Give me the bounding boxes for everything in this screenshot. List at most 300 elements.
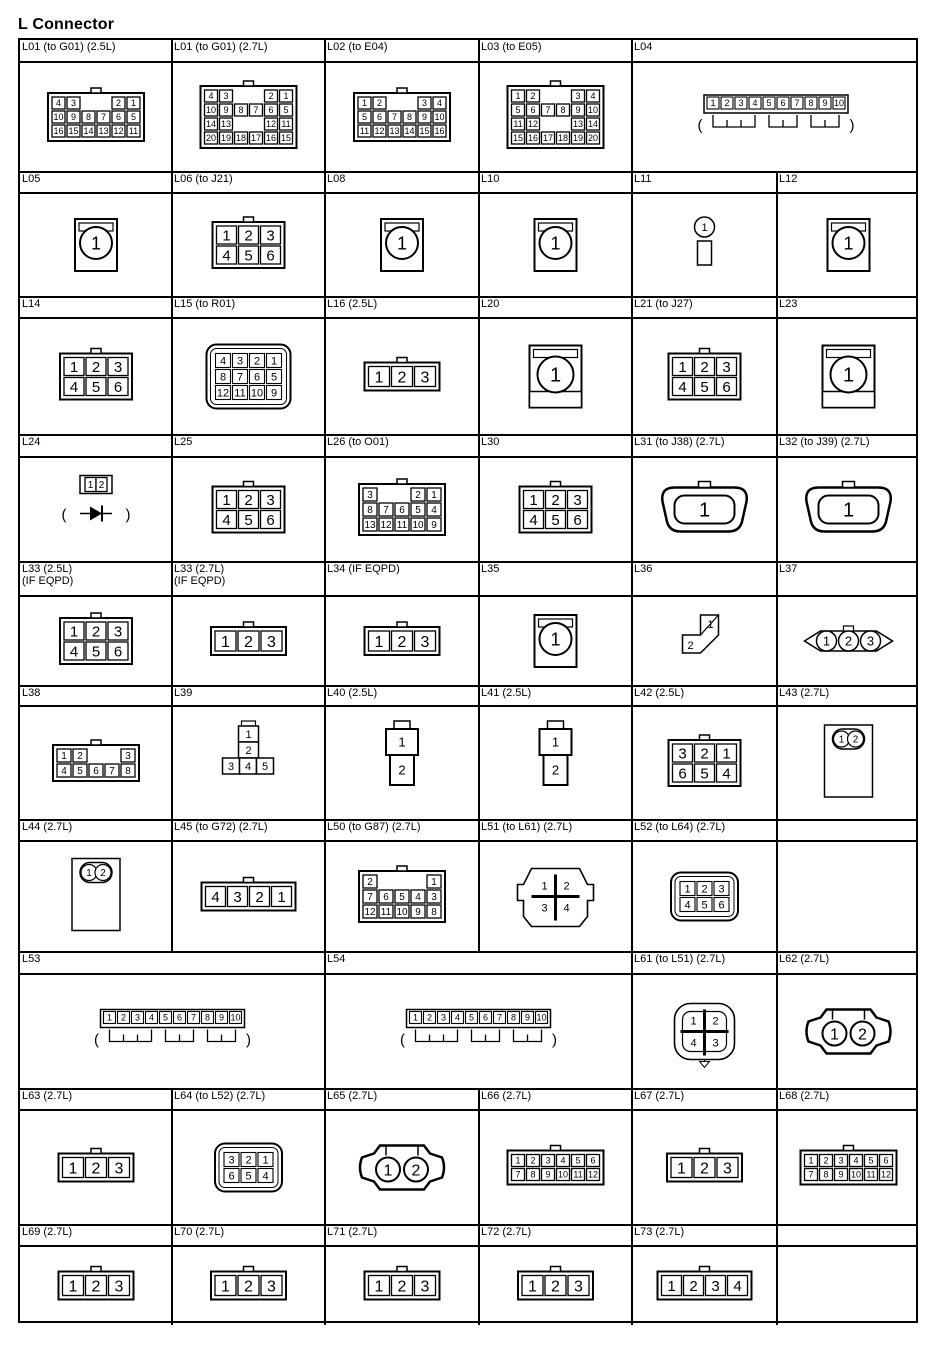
connector-body — [213, 217, 285, 268]
connector-diagram — [777, 318, 920, 435]
connector-body — [801, 1146, 897, 1185]
pin-number: 1 — [61, 751, 67, 763]
pin-number: 6 — [266, 511, 275, 529]
pin-number: 2 — [689, 1277, 698, 1295]
connector-diagram — [20, 62, 172, 172]
pin-number: 1 — [222, 227, 231, 245]
connector-cell — [172, 435, 325, 562]
svg-text:(: ( — [94, 1031, 99, 1049]
pin-number: 1 — [842, 364, 855, 387]
pin-number: 4 — [148, 1012, 155, 1023]
pin-number: 2 — [687, 639, 694, 652]
connector-grid — [18, 38, 918, 1323]
pin-number: 7 — [545, 105, 551, 116]
connector-diagram — [20, 974, 325, 1089]
pin-number: 6 — [376, 112, 383, 123]
connector-diagram — [325, 318, 479, 435]
connector-diagram — [20, 457, 172, 562]
pin-number: 3 — [718, 883, 725, 896]
connector-diagram — [325, 1246, 479, 1325]
pin-number: 18 — [235, 133, 247, 144]
pin-number: 3 — [114, 1160, 124, 1178]
pin-number: 2 — [551, 491, 560, 509]
grid-line — [776, 172, 778, 297]
pin-number: 9 — [223, 105, 229, 116]
pin-number: 2 — [844, 633, 853, 649]
connector-diagram — [172, 1110, 325, 1225]
connector-diagram — [479, 193, 632, 297]
grid-line — [478, 1089, 480, 1225]
pin-number: 6 — [678, 765, 687, 783]
pin-number: 3 — [541, 902, 548, 915]
connector-diagram — [172, 193, 325, 297]
connector-body — [359, 479, 445, 535]
pin-number: 1 — [550, 629, 561, 650]
connector-diagram — [632, 1110, 777, 1225]
connector-diagram — [777, 1110, 920, 1225]
grid-line — [631, 40, 633, 172]
pin-number: 1 — [550, 233, 561, 254]
grid-line — [20, 192, 916, 194]
pin-number: 4 — [222, 511, 231, 529]
pin-number: 12 — [527, 119, 539, 130]
connector-diagram — [172, 1246, 325, 1325]
pin-number: 1 — [838, 734, 845, 746]
pin-number: 8 — [367, 505, 373, 517]
connector-body — [658, 1267, 752, 1300]
connector-diagram — [479, 457, 632, 562]
pin-number: 7 — [100, 112, 107, 123]
svg-text:(: ( — [697, 117, 703, 134]
pin-number: 1 — [549, 364, 562, 387]
pin-number: 16 — [265, 133, 277, 144]
pin-number: 3 — [431, 892, 437, 904]
grid-line — [478, 820, 480, 952]
grid-line — [631, 952, 633, 1089]
pin-number: 1 — [221, 1278, 230, 1296]
pin-number: 9 — [218, 1012, 225, 1023]
pin-number: 3 — [420, 633, 430, 651]
connector-label: L62 (2.7L) — [779, 953, 830, 965]
pin-number: 13 — [220, 119, 232, 130]
connector-cell — [20, 562, 172, 686]
connector-label: L72 (2.7L) — [481, 1226, 532, 1238]
connector-diagram — [479, 841, 632, 952]
connector-cell — [479, 435, 632, 562]
pin-number: 1 — [283, 91, 289, 102]
pin-number: 3 — [711, 1277, 720, 1295]
pin-number: 8 — [238, 105, 244, 116]
pin-number: 12 — [364, 907, 376, 919]
connector-label: L45 (to G72) (2.7L) — [174, 821, 268, 833]
grid-line — [324, 686, 326, 820]
connector-label: L41 (2.5L) — [481, 687, 532, 699]
pin-number: 5 — [244, 511, 253, 529]
pin-number: 1 — [68, 1278, 78, 1296]
connector-label: L03 (to E05) — [481, 41, 542, 53]
grid-line — [324, 820, 326, 952]
connector-cell — [20, 40, 172, 172]
pin-number: 4 — [219, 355, 227, 368]
pin-number: 15 — [419, 126, 430, 137]
connector-cell — [632, 1225, 777, 1325]
pin-number: 17 — [542, 133, 554, 144]
pin-number: 2 — [245, 744, 252, 757]
pin-number: 5 — [244, 247, 253, 265]
grid-line — [20, 1245, 916, 1247]
connector-body — [215, 1144, 282, 1192]
connector-label: L24 — [22, 436, 41, 448]
pin-number: 5 — [361, 112, 368, 123]
connector-body — [400, 1010, 557, 1049]
pin-number: 4 — [678, 378, 687, 396]
connector-diagram — [325, 841, 479, 952]
connector-diagram — [325, 1110, 479, 1225]
connector-body — [365, 358, 440, 391]
pin-number: 11 — [281, 119, 291, 130]
pin-number: 3 — [113, 623, 123, 641]
pin-number: 13 — [98, 126, 109, 137]
connector-label: L54 — [327, 953, 346, 965]
connector-label: L01 (to G01) (2.5L) — [22, 41, 116, 53]
pin-number: 19 — [220, 133, 232, 144]
pin-number: 1 — [361, 98, 368, 109]
connector-label: L73 (2.7L) — [634, 1226, 685, 1238]
pin-number: 12 — [880, 1169, 892, 1180]
connector-diagram — [479, 596, 632, 686]
grid-line — [171, 435, 173, 562]
pin-number: 5 — [162, 1012, 169, 1023]
pin-number: 6 — [266, 247, 275, 265]
connector-cell — [777, 435, 920, 562]
pin-number: 8 — [125, 766, 131, 778]
pin-number: 4 — [752, 98, 758, 109]
connector-label: L61 (to L51) (2.7L) — [634, 953, 726, 965]
pin-number: 1 — [396, 233, 408, 254]
pin-number: 1 — [707, 618, 714, 631]
pin-number: 3 — [233, 888, 242, 906]
connector-body — [60, 349, 132, 400]
pin-number: 2 — [852, 734, 859, 746]
pin-number: 2 — [397, 369, 407, 387]
pin-number: 8 — [560, 105, 566, 116]
grid-line — [20, 456, 916, 458]
pin-number: 2 — [397, 633, 407, 651]
grid-line — [20, 171, 916, 173]
connector-label: L70 (2.7L) — [174, 1226, 225, 1238]
grid-line — [324, 952, 326, 1089]
grid-line — [776, 952, 778, 1089]
grid-line — [324, 1225, 326, 1325]
pin-number: 10 — [587, 105, 599, 116]
connector-body — [201, 81, 297, 148]
connector-cell — [172, 562, 325, 686]
pin-number: 15 — [280, 133, 292, 144]
grid-line — [478, 435, 480, 562]
pin-number: 12 — [587, 1169, 599, 1180]
grid-line — [776, 297, 778, 435]
pin-number: 3 — [420, 369, 430, 387]
pin-number: 2 — [77, 751, 83, 763]
grid-line — [171, 1225, 173, 1325]
connector-label: L06 (to J21) — [174, 173, 233, 185]
pin-number: 18 — [557, 133, 569, 144]
svg-text:): ) — [246, 1031, 251, 1049]
connector-body — [825, 725, 873, 797]
pin-number: 1 — [529, 491, 538, 509]
connector-cell — [20, 172, 172, 297]
pin-number: 1 — [221, 633, 230, 651]
pin-number: 15 — [68, 126, 79, 137]
pin-number: 4 — [415, 892, 421, 904]
pin-number: 15 — [512, 133, 524, 144]
pin-number: 1 — [677, 1160, 686, 1178]
pin-number: 9 — [270, 387, 278, 400]
grid-line — [20, 819, 916, 821]
connector-diagram — [777, 974, 920, 1089]
pin-number: 10 — [833, 98, 845, 109]
connector-label: L26 (to O01) — [327, 436, 389, 448]
connector-label: L42 (2.5L) — [634, 687, 685, 699]
connector-cell — [479, 40, 632, 172]
grid-line — [631, 435, 633, 562]
pin-number: 3 — [367, 490, 373, 502]
pin-number: 1 — [710, 98, 716, 109]
grid-line — [171, 562, 173, 686]
grid-line — [776, 1225, 778, 1325]
grid-line — [631, 297, 633, 435]
pin-number: 8 — [530, 1169, 536, 1180]
pin-number: 3 — [223, 91, 229, 102]
grid-line — [171, 297, 173, 435]
connector-label: L64 (to L52) (2.7L) — [174, 1090, 266, 1102]
connector-cell — [777, 562, 920, 686]
connector-body — [698, 95, 855, 134]
pin-number: 2 — [376, 98, 383, 109]
connector-diagram — [632, 974, 777, 1089]
pin-number: 5 — [130, 112, 137, 123]
connector-label: L68 (2.7L) — [779, 1090, 830, 1102]
pin-number: 9 — [524, 1012, 531, 1023]
pin-number: 8 — [823, 1169, 829, 1180]
connector-diagram — [325, 974, 632, 1089]
connector-label: L53 — [22, 953, 41, 965]
pin-number: 2 — [91, 1160, 101, 1178]
page-title: L Connector — [18, 16, 115, 33]
pin-number: 11 — [396, 520, 408, 532]
pin-number: 2 — [551, 762, 560, 778]
pin-number: 7 — [515, 1169, 521, 1180]
pin-number: 13 — [389, 126, 400, 137]
pin-number: 2 — [530, 1155, 536, 1166]
connector-body — [386, 721, 418, 785]
pin-number: 7 — [236, 371, 244, 384]
pin-number: 4 — [560, 1155, 566, 1166]
grid-line — [20, 61, 916, 63]
connector-diagram — [479, 706, 632, 820]
pin-number: 3 — [420, 1278, 430, 1296]
pin-number: 6 — [573, 511, 582, 529]
pin-number: 5 — [261, 760, 269, 773]
connector-body — [807, 1010, 891, 1054]
pin-number: 6 — [718, 899, 725, 912]
pin-number: 10 — [230, 1012, 241, 1023]
pin-number: 2 — [551, 1278, 560, 1296]
connector-cell — [20, 1225, 172, 1325]
pin-number: 2 — [415, 490, 421, 502]
connector-label: L36 — [634, 563, 653, 575]
grid-line — [20, 1088, 916, 1090]
pin-number: 2 — [268, 91, 274, 102]
grid-line — [776, 686, 778, 820]
pin-number: 4 — [733, 1277, 742, 1295]
connector-body — [365, 1267, 440, 1300]
connector-label: L01 (to G01) (2.7L) — [174, 41, 268, 53]
pin-number: 2 — [100, 868, 106, 880]
pin-number: 10 — [53, 112, 64, 123]
pin-number: 4 — [69, 378, 79, 396]
grid-line — [171, 686, 173, 820]
connector-diagram — [632, 62, 920, 172]
connector-label: L33 (2.7L) (IF EQPD) — [174, 563, 226, 587]
connector-cell — [632, 562, 777, 686]
connector-diagram — [777, 596, 920, 686]
pin-number: 4 — [69, 643, 79, 661]
pin-number: 1 — [383, 1162, 393, 1180]
connector-label: L14 — [22, 298, 41, 310]
pin-number: 1 — [431, 490, 437, 502]
grid-line — [478, 297, 480, 435]
connector-label: L67 (2.7L) — [634, 1090, 685, 1102]
connector-body — [359, 866, 445, 922]
connector-diagram — [172, 457, 325, 562]
connector-cell — [632, 40, 920, 172]
pin-number: 2 — [245, 1154, 252, 1167]
pin-number: 10 — [850, 1169, 862, 1180]
connector-body — [828, 219, 870, 271]
pin-number: 1 — [830, 1026, 839, 1044]
pin-number: 12 — [113, 126, 124, 137]
pin-number: 6 — [883, 1155, 889, 1166]
pin-number: 5 — [551, 511, 560, 529]
connector-body — [508, 1146, 604, 1185]
connector-cell — [632, 172, 777, 297]
pin-number: 6 — [399, 505, 405, 517]
pin-number: 3 — [267, 633, 276, 651]
connector-diagram — [777, 457, 920, 562]
connector-body — [671, 873, 738, 921]
connector-label: L66 (2.7L) — [481, 1090, 532, 1102]
pin-number: 1 — [374, 1278, 384, 1296]
pin-number: 9 — [822, 98, 828, 109]
pin-number: 4 — [853, 1155, 859, 1166]
pin-number: 5 — [91, 378, 101, 396]
connector-diagram — [325, 706, 479, 820]
pin-number: 3 — [125, 751, 131, 763]
connector-diagram — [632, 1246, 777, 1325]
connector-body — [72, 859, 120, 931]
pin-number: 4 — [590, 91, 596, 102]
connector-cell — [325, 172, 479, 297]
connector-cell — [20, 435, 172, 562]
connector-diagram — [172, 318, 325, 435]
connector-body — [823, 346, 875, 408]
grid-line — [20, 840, 916, 842]
pin-number: 16 — [434, 126, 445, 137]
pin-number: 3 — [113, 358, 123, 376]
connector-cell — [172, 40, 325, 172]
pin-number: 6 — [383, 892, 389, 904]
pin-number: 1 — [722, 745, 731, 763]
grid-line — [478, 40, 480, 172]
connector-diagram — [632, 193, 777, 297]
grid-line — [20, 434, 916, 436]
pin-number: 14 — [404, 126, 415, 137]
pin-number: 8 — [219, 371, 227, 384]
connector-diagram — [20, 193, 172, 297]
connector-cell — [777, 172, 920, 297]
pin-number: 5 — [399, 892, 405, 904]
pin-number: 1 — [222, 491, 231, 509]
connector-diagram — [20, 596, 172, 686]
pin-number: 3 — [712, 1037, 719, 1050]
connector-label: L32 (to J39) (2.7L) — [779, 436, 870, 448]
grid-line — [20, 296, 916, 298]
connector-diagram — [632, 841, 777, 952]
pin-number: 3 — [227, 760, 235, 773]
pin-number: 7 — [383, 505, 389, 517]
pin-number: 4 — [684, 899, 691, 912]
connector-label: L40 (2.5L) — [327, 687, 378, 699]
pin-number: 5 — [700, 765, 709, 783]
connector-diagram — [172, 596, 325, 686]
connector-diagram — [632, 706, 777, 820]
pin-number: 9 — [70, 112, 77, 123]
pin-number: 11 — [573, 1169, 583, 1180]
connector-label: L65 (2.7L) — [327, 1090, 378, 1102]
pin-number: 9 — [431, 520, 437, 532]
grid-line — [171, 40, 173, 172]
connector-body — [662, 482, 747, 532]
connector-cell — [172, 1225, 325, 1325]
connector-cell — [479, 1225, 632, 1325]
connector-body — [211, 622, 286, 655]
pin-number: 2 — [244, 1278, 253, 1296]
pin-number: 7 — [794, 98, 800, 109]
pin-number: 4 — [690, 1037, 697, 1050]
pin-number: 11 — [234, 387, 246, 400]
pin-number: 2 — [700, 745, 709, 763]
connector-diagram — [632, 457, 777, 562]
connector-body — [520, 482, 592, 533]
connector-body — [211, 1267, 286, 1300]
pin-number: 2 — [426, 1012, 433, 1023]
pin-number: 1 — [822, 633, 831, 649]
pin-number: 7 — [496, 1012, 503, 1023]
pin-number: 5 — [245, 1170, 252, 1183]
connector-diagram — [479, 62, 632, 172]
pin-number: 14 — [205, 119, 217, 130]
pin-number: 3 — [573, 491, 582, 509]
pin-number: 11 — [513, 119, 523, 130]
pin-number: 4 — [529, 511, 538, 529]
pin-number: 2 — [253, 355, 261, 368]
pin-number: 8 — [431, 907, 437, 919]
pin-number: 1 — [270, 355, 278, 368]
pin-number: 12 — [380, 520, 392, 532]
grid-line — [171, 1089, 173, 1225]
pin-number: 7 — [253, 105, 259, 116]
